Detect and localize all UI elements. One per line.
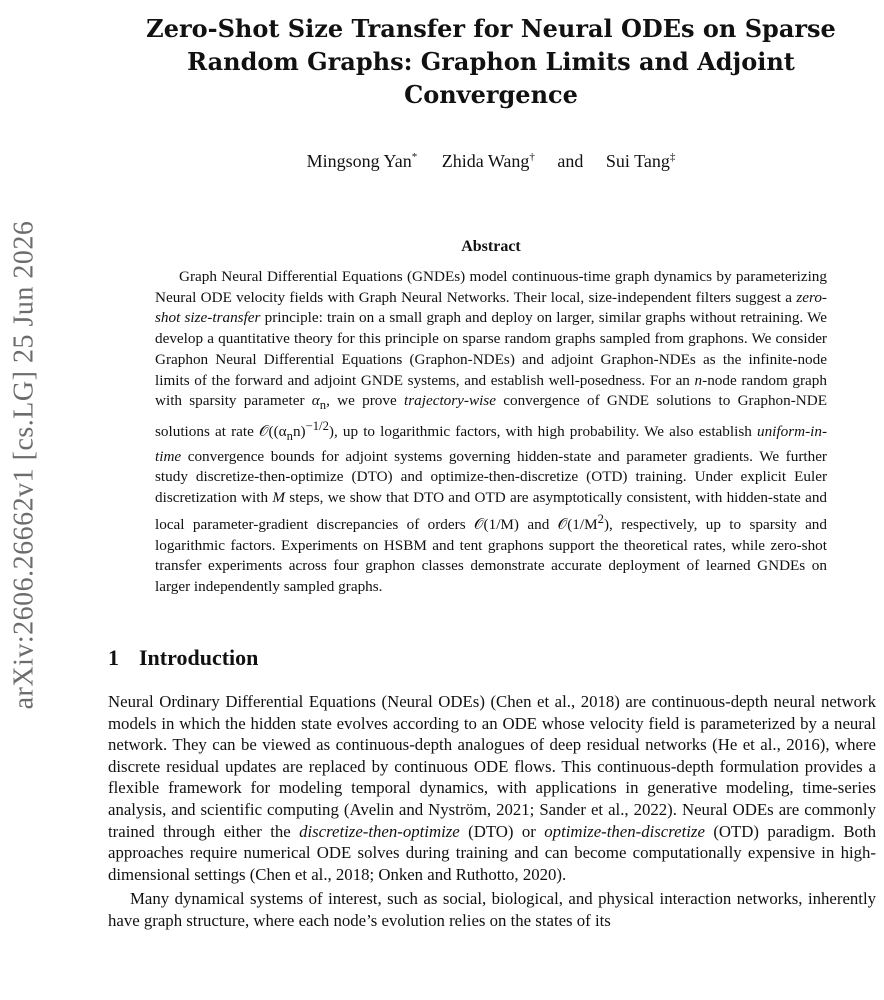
abstract-text: ), up to logarithmic factors, with high probability. We also establish	[328, 423, 757, 441]
paper-title: Zero-Shot Size Transfer for Neural ODEs on Sparse Random Graphs: Graphon Limits and Adjoint Convergence	[146, 14, 836, 109]
math-alpha: α	[311, 392, 320, 410]
intro-paragraph-2: Many dynamical systems of interest, such as social, biological, and physical interaction networks, inherently have graph structure, where each node’s evolution relies on the states of its	[108, 889, 876, 930]
abstract-text: steps, we show that DTO and OTD are asymptotically consistent, with hidden-state and local parameter-gradient discrepancies of orders	[155, 489, 828, 533]
math-m: M	[272, 489, 286, 507]
abstract-text: convergence of GNDE solutions to Graphon-NDE solutions at rate	[155, 392, 827, 441]
abstract-text: principle: train on a small graph and deploy on larger, similar graphs without retraining. We develop a quantitative theory for this principle on sparse random graphs sampled from graphons. We consider Graphon Neural Differential Equations (Graphon-NDEs) and adjoint Graphon-NDEs as the infinite-node limits of the forward and adjoint GNDE systems, and establish well-posedness. For an	[155, 309, 827, 389]
abstract-body	[155, 267, 827, 598]
math-rate: 𝒪((α	[258, 423, 287, 441]
section-title: Introduction	[139, 645, 259, 670]
author-3	[606, 151, 675, 171]
abstract-text: and	[519, 515, 558, 533]
intro-emphasis: optimize-then-discretize	[544, 821, 705, 841]
author-1-mark: *	[411, 151, 418, 163]
math-subscript: n	[319, 398, 327, 413]
author-2-name: Zhida Wang	[441, 151, 530, 171]
author-conjunction: and	[557, 151, 584, 171]
abstract-emphasis: uniform-in-time	[155, 423, 828, 465]
abstract-text: , respectively, up to sparsity and logarithmic factors. Experiments on HSBM and tent graphons support the theoretical rates, while zero-shot transfer experiments across four graphon classes demonstrate accurate deployment of learned GNDEs on larger independently sampled graphs.	[155, 515, 827, 596]
intro-text: Neural Ordinary Differential Equations (Neural ODEs) (Chen et al., 2018) are continuous-depth neural network models in which the hidden state evolves according to an ODE whose velocity field is parameterized by a neural network. They can be viewed as continuous-depth analogues of deep residual networks (He et al., 2016), where discrete residual updates are replaced by continuous ODE flows. This continuous-depth formulation provides a flexible framework for modeling temporal dynamics, with applications in generative modeling, time-series analysis, and scientific computing (Avelin and Nyström, 2021; Sander et al., 2022). Neural ODEs are commonly trained through either the	[108, 692, 876, 841]
intro-body	[108, 691, 876, 932]
abstract-text: Graph Neural Differential Equations (GNDEs) model continuous-time graph dynamics by parameterizing Neural ODE velocity fields with Graph Neural Networks. Their local, size-independent filters suggest a	[155, 268, 827, 306]
author-3-name: Sui Tang	[605, 151, 670, 171]
math-exponent: 2	[597, 511, 604, 526]
abstract-heading: Abstract	[461, 238, 521, 255]
intro-paragraph-1	[108, 691, 876, 885]
arxiv-stamp-text: arXiv:2606.26662v1 [cs.LG] 25 Jun 2026	[8, 220, 40, 710]
math-order: 𝒪(1/M)	[473, 515, 519, 533]
math-n: n	[694, 371, 703, 389]
math-order: )	[603, 515, 610, 533]
abstract-emphasis: trajectory-wise	[404, 392, 496, 410]
abstract-text: -node random graph with sparsity parameter	[155, 371, 827, 410]
author-2	[442, 151, 535, 171]
abstract-text: , we prove	[326, 392, 405, 410]
section-number: 1	[108, 645, 119, 670]
author-1	[307, 151, 418, 171]
math-exponent: −1/2	[305, 418, 329, 433]
author-3-mark: ‡	[669, 151, 676, 163]
abstract-emphasis: zero-shot size-transfer	[155, 288, 827, 327]
author-list	[120, 145, 862, 173]
intro-text: (OTD) paradigm. Both approaches require numerical ODE solves during training and can become computationally expensive in high-dimensional settings (Chen et al., 2018; Onken and Ruthotto, 2020).	[108, 821, 876, 884]
math-subscript: n	[286, 429, 293, 444]
math-order: 𝒪(1/M	[557, 515, 598, 533]
intro-emphasis: discretize-then-optimize	[299, 821, 460, 841]
arxiv-stamp	[0, 220, 48, 710]
author-2-mark: †	[529, 151, 535, 163]
author-1-name: Mingsong Yan	[306, 151, 412, 171]
section-heading	[108, 645, 258, 671]
intro-text: (DTO) or	[459, 821, 545, 841]
math-rate: n)	[292, 423, 306, 441]
abstract-text: convergence bounds for adjoint systems governing hidden-state and parameter gradients. We further study discretize-then-optimize (DTO) and optimize-then-discretize (OTD) training. Under explicit Euler discretization with	[155, 447, 827, 507]
